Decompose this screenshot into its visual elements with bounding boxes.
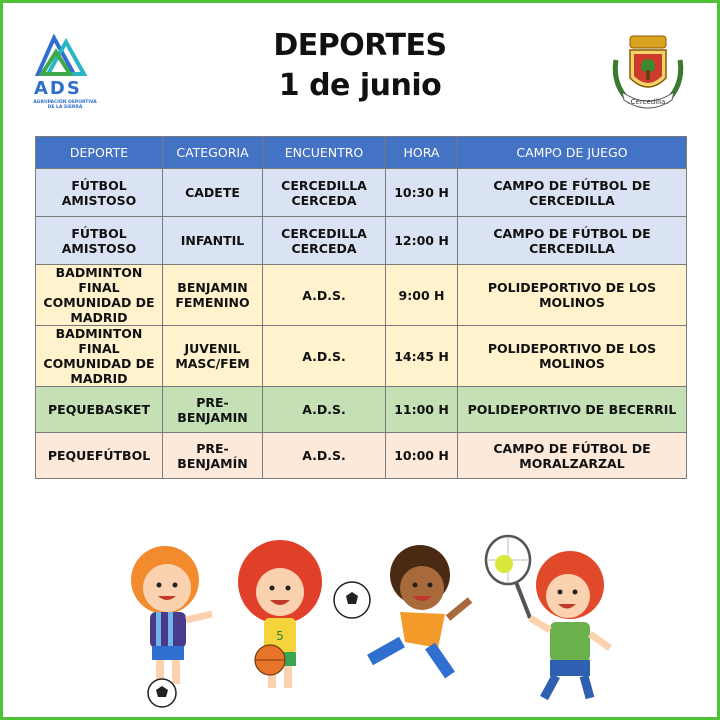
cell-hora: 12:00 H <box>386 217 458 265</box>
table-row <box>36 433 687 479</box>
table-row <box>36 265 687 326</box>
ads-logo-subtext: AGRUPACIÓN DEPORTIVA DE LA SIERRA <box>33 100 97 110</box>
crest-text: Cercedilla <box>630 98 666 106</box>
ads-logo-text: ADS <box>34 78 82 99</box>
svg-text:5: 5 <box>276 629 284 643</box>
cell-hora: 10:00 H <box>386 433 458 479</box>
cell-hora: 14:45 H <box>386 326 458 387</box>
ads-logo <box>30 34 100 114</box>
cell-hora: 9:00 H <box>386 265 458 326</box>
table-header-row <box>36 137 687 169</box>
title-deportes: DEPORTES <box>273 28 447 63</box>
cell-campo: CAMPO DE FÚTBOL DE MORALZARZAL <box>458 433 687 479</box>
schedule-table <box>35 136 687 479</box>
cell-hora: 10:30 H <box>386 169 458 217</box>
kid-tennis-icon <box>486 536 610 698</box>
cell-encuentro: A.D.S. <box>263 265 386 326</box>
cell-campo: POLIDEPORTIVO DE LOS MOLINOS <box>458 265 687 326</box>
col-hora: HORA <box>386 137 458 169</box>
cell-deporte: BADMINTON FINAL COMUNIDAD DE MADRID <box>36 326 163 387</box>
table-row <box>36 387 687 433</box>
cell-categoria: CADETE <box>163 169 263 217</box>
cell-campo: CAMPO DE FÚTBOL DE CERCEDILLA <box>458 217 687 265</box>
cell-deporte: FÚTBOL AMISTOSO <box>36 169 163 217</box>
page-title <box>210 26 510 106</box>
cell-encuentro: A.D.S. <box>263 387 386 433</box>
col-categoria: CATEGORIA <box>163 137 263 169</box>
cell-deporte: BADMINTON FINAL COMUNIDAD DE MADRID <box>36 265 163 326</box>
cell-encuentro: CERCEDILLA CERCEDA <box>263 217 386 265</box>
cell-categoria: PRE-BENJAMÍN <box>163 433 263 479</box>
cell-campo: POLIDEPORTIVO DE LOS MOLINOS <box>458 326 687 387</box>
kid-kicking-icon <box>334 545 470 675</box>
cell-deporte: FÚTBOL AMISTOSO <box>36 217 163 265</box>
col-deporte: DEPORTE <box>36 137 163 169</box>
table-row <box>36 169 687 217</box>
table-row <box>36 326 687 387</box>
col-encuentro: ENCUENTRO <box>263 137 386 169</box>
cell-campo: POLIDEPORTIVO DE BECERRIL <box>458 387 687 433</box>
table-row <box>36 217 687 265</box>
ads-logo-icon <box>30 34 100 80</box>
cell-encuentro: CERCEDILLA CERCEDA <box>263 169 386 217</box>
title-date: 1 de junio <box>278 68 442 103</box>
cell-deporte: PEQUEBASKET <box>36 387 163 433</box>
cell-encuentro: A.D.S. <box>263 326 386 387</box>
cell-hora: 11:00 H <box>386 387 458 433</box>
cell-campo: CAMPO DE FÚTBOL DE CERCEDILLA <box>458 169 687 217</box>
kid-soccer-icon <box>131 546 212 707</box>
cercedilla-crest-icon <box>610 30 686 112</box>
kid-basketball-icon <box>238 540 322 688</box>
cell-categoria: BENJAMIN FEMENINO <box>163 265 263 326</box>
cell-categoria: PRE-BENJAMIN <box>163 387 263 433</box>
col-campo: CAMPO DE JUEGO <box>458 137 687 169</box>
cell-categoria: INFANTIL <box>163 217 263 265</box>
cell-categoria: JUVENIL MASC/FEM <box>163 326 263 387</box>
kids-sports-illustration <box>120 530 620 715</box>
cell-encuentro: A.D.S. <box>263 433 386 479</box>
cell-deporte: PEQUEFÚTBOL <box>36 433 163 479</box>
